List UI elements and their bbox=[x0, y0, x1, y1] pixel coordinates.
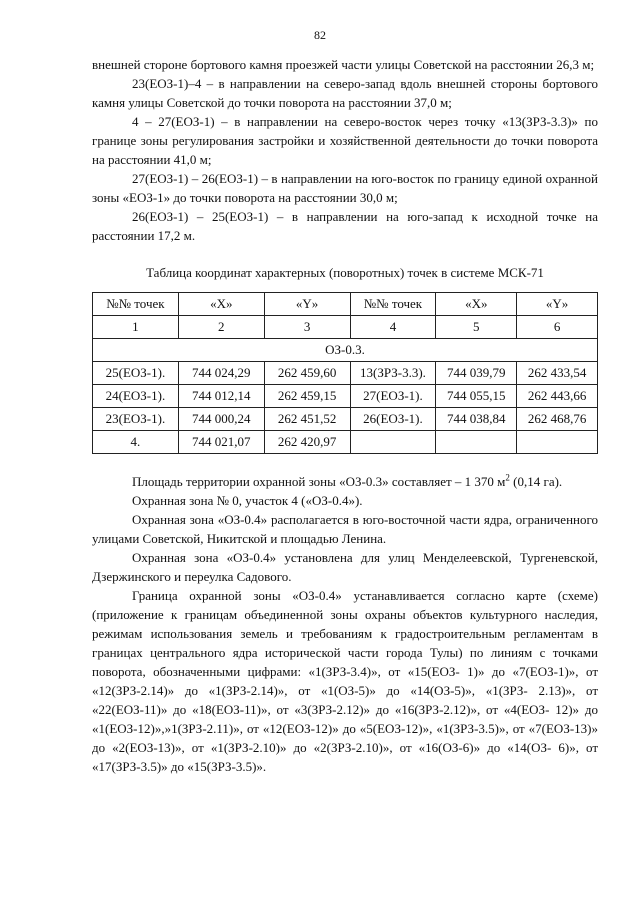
column-number-cell: 3 bbox=[264, 316, 350, 339]
paragraph: 23(ЕОЗ-1)–4 – в направлении на северо-запад вдоль внешней стороны бортового камня улицы Советской до точки поворота на расстоянии 37,0 м; bbox=[92, 76, 598, 110]
column-number-row bbox=[93, 316, 598, 339]
table-cell: 4. bbox=[93, 431, 179, 454]
table-cell bbox=[350, 431, 436, 454]
paragraph: 26(ЕОЗ-1) – 25(ЕОЗ-1) – в направлении на юго-запад к исходной точке на расстоянии 17,2 м. bbox=[92, 209, 598, 243]
column-number-cell: 6 bbox=[517, 316, 598, 339]
table-cell: 24(ЕОЗ-1). bbox=[93, 385, 179, 408]
paragraph: Граница охранной зоны «ОЗ-0.4» устанавливается согласно карте (схеме) (приложение к границам объединенной зоны охраны объектов культурного наследия, режимам использования земель и требованиям к градостроительным регламентам в границах центрального ядра исторической части города Тулы) по линиям с точками поворота, обозначенными цифрами: «1(ЗРЗ-3.4)», от «15(ЕОЗ- 1)» до «7(ЕОЗ-1)», от «12(ЗРЗ-2.14)» до «1(ЗРЗ-2.14)», от «1(ОЗ-5)» до «14(ОЗ-5)», «1(ЗРЗ- 2.13)», от «22(ЕОЗ-11)» до «18(ЕОЗ-11)», от «3(ЗРЗ-2.12)» до «16(ЗРЗ-2.12)», от «4(ЕОЗ- 12)» до «1(ЕОЗ-12)»,»1(ЗРЗ-2.11)», от «12(ЕОЗ-12)» до «5(ЕОЗ-12)», «1(ЗРЗ-3.5)», от «7(ЕОЗ-13)» до «2(ЕОЗ-13)», от «1(ЗРЗ-2.10)» до «2(ЗРЗ-2.10)», от «16(ОЗ-6)» до «14(ОЗ- 6)», от «17(ЗРЗ-3.5)» до «15(ЗРЗ-3.5)». bbox=[92, 588, 598, 774]
area-text: Площадь территории охранной зоны «ОЗ-0.3» составляет – 1 370 м bbox=[132, 474, 506, 489]
intro-section bbox=[92, 55, 598, 245]
table-cell: 744 012,14 bbox=[178, 385, 264, 408]
table-cell bbox=[517, 431, 598, 454]
table-row bbox=[93, 408, 598, 431]
table-cell: 262 468,76 bbox=[517, 408, 598, 431]
area-tail: (0,14 га). bbox=[509, 474, 563, 489]
table-row bbox=[93, 362, 598, 385]
column-number-cell: 1 bbox=[93, 316, 179, 339]
table-cell: 262 443,66 bbox=[517, 385, 598, 408]
table-cell: 262 459,15 bbox=[264, 385, 350, 408]
table-header-row bbox=[93, 293, 598, 316]
column-number-cell: 5 bbox=[436, 316, 517, 339]
header-cell: №№ точек bbox=[350, 293, 436, 316]
table-cell: 744 039,79 bbox=[436, 362, 517, 385]
paragraph: внешней стороне бортового камня проезжей части улицы Советской на расстоянии 26,3 м; bbox=[92, 57, 595, 72]
table-cell: 262 433,54 bbox=[517, 362, 598, 385]
paragraph: Охранная зона «ОЗ-0.4» располагается в юго-восточной части ядра, ограниченного улицами Советской, Никитской и площадью Ленина. bbox=[92, 512, 598, 546]
table-cell: 26(ЕОЗ-1). bbox=[350, 408, 436, 431]
table-cell: 13(ЗРЗ-3.3). bbox=[350, 362, 436, 385]
table-cell bbox=[436, 431, 517, 454]
page-number: 82 bbox=[314, 28, 326, 42]
table-row bbox=[93, 385, 598, 408]
table-cell: 25(ЕОЗ-1). bbox=[93, 362, 179, 385]
paragraph: 27(ЕОЗ-1) – 26(ЕОЗ-1) – в направлении на юго-восток по границу единой охранной зоны «ЕОЗ-1» до точки поворота на расстоянии 30,0 м; bbox=[92, 171, 598, 205]
table-cell: 744 000,24 bbox=[178, 408, 264, 431]
header-cell: «X» bbox=[436, 293, 517, 316]
after-section bbox=[92, 491, 598, 776]
table-cell: 744 038,84 bbox=[436, 408, 517, 431]
document-body bbox=[92, 55, 598, 776]
table-row bbox=[93, 431, 598, 454]
column-number-cell: 4 bbox=[350, 316, 436, 339]
section-label: ОЗ-0.3. bbox=[93, 339, 598, 362]
table-caption: Таблица координат характерных (поворотных) точек в системе МСК-71 bbox=[146, 265, 544, 280]
table-cell: 744 055,15 bbox=[436, 385, 517, 408]
table-cell: 27(ЕОЗ-1). bbox=[350, 385, 436, 408]
coordinates-table bbox=[92, 292, 598, 454]
header-cell: №№ точек bbox=[93, 293, 179, 316]
header-cell: «Y» bbox=[264, 293, 350, 316]
table-cell: 262 451,52 bbox=[264, 408, 350, 431]
paragraph: Охранная зона «ОЗ-0.4» установлена для улиц Менделеевской, Тургеневской, Дзержинского и переулка Садового. bbox=[92, 550, 598, 584]
paragraph: Охранная зона № 0, участок 4 («ОЗ-0.4»). bbox=[132, 493, 363, 508]
area-unit-exponent: 2 bbox=[505, 472, 510, 483]
header-cell: «Y» bbox=[517, 293, 598, 316]
table-cell: 262 420,97 bbox=[264, 431, 350, 454]
table-cell: 23(ЕОЗ-1). bbox=[93, 408, 179, 431]
column-number-cell: 2 bbox=[178, 316, 264, 339]
paragraph: 4 – 27(ЕОЗ-1) – в направлении на северо-восток через точку «13(ЗРЗ-3.3)» по границе зоны регулирования застройки и хозяйственной деятельности до точки поворота на расстоянии 41,0 м; bbox=[92, 114, 598, 167]
table-cell: 744 024,29 bbox=[178, 362, 264, 385]
header-cell: «X» bbox=[178, 293, 264, 316]
table-cell: 744 021,07 bbox=[178, 431, 264, 454]
section-row bbox=[93, 339, 598, 362]
area-paragraph bbox=[92, 472, 598, 491]
table-cell: 262 459,60 bbox=[264, 362, 350, 385]
